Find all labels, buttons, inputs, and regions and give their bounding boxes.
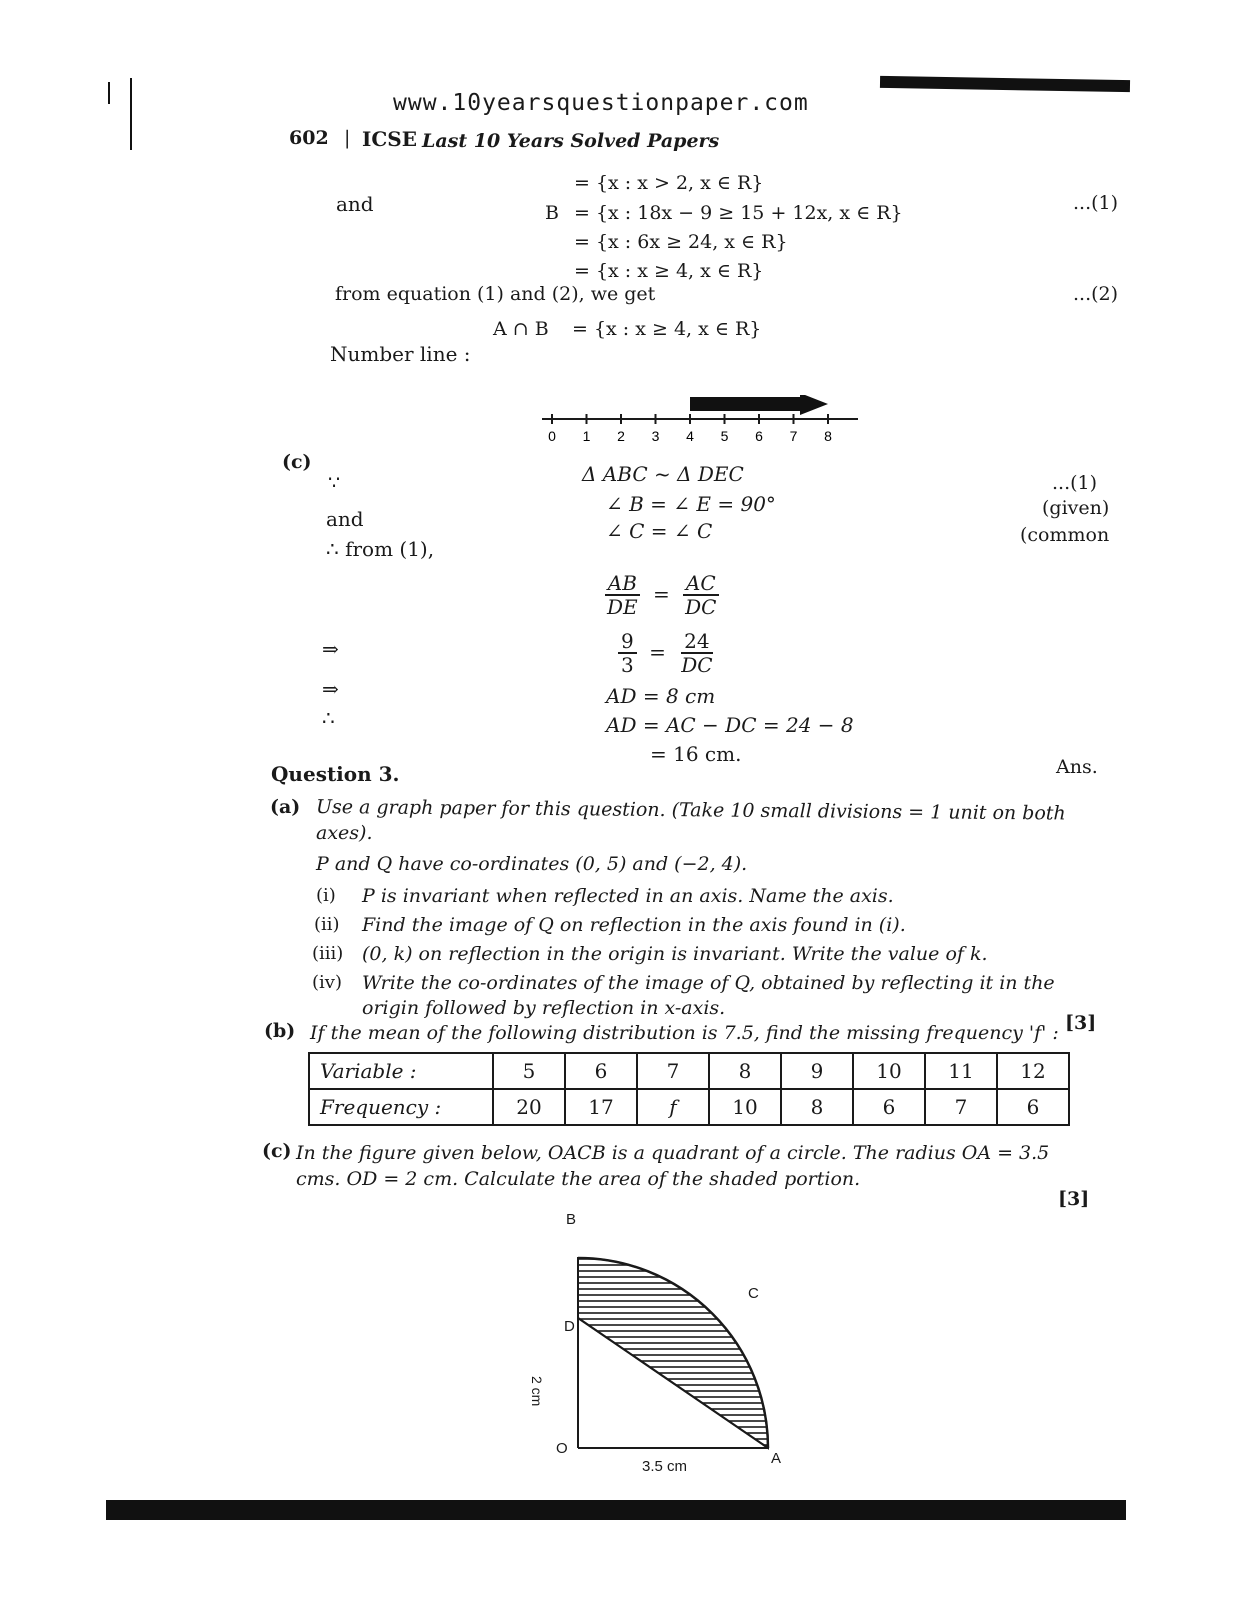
ratio-equation-1 — [604, 572, 719, 618]
table-head-variable: Variable : — [309, 1053, 493, 1089]
table-cell: 11 — [925, 1053, 997, 1089]
q3a-item-iv-num: (iv) — [312, 972, 342, 993]
book-prefix: ICSE — [362, 127, 417, 151]
figure-label-oa: 3.5 cm — [642, 1458, 688, 1475]
ad-line-3: = 16 cm. — [650, 742, 742, 766]
figure-label-c: C — [748, 1285, 759, 1302]
table-cell: 8 — [781, 1089, 853, 1125]
scan-edge-bottom — [106, 1500, 1126, 1520]
table-cell: 5 — [493, 1053, 565, 1089]
number-line-label: Number line : — [330, 342, 471, 366]
page-number: 602 — [289, 127, 329, 149]
ref-2: ...(2) — [1073, 283, 1119, 305]
frac1-equals: = — [653, 581, 670, 606]
figure-label-od: 2 cm — [529, 1376, 545, 1407]
table-head-frequency: Frequency : — [309, 1089, 493, 1125]
frac2-den-left: 3 — [621, 653, 634, 677]
and-label-c: and — [326, 507, 364, 531]
figure-label-o: O — [556, 1440, 568, 1457]
number-line-tick-label: 8 — [824, 428, 832, 444]
from-equation-text: from equation (1) and (2), we get — [335, 283, 656, 305]
table-cell: 17 — [565, 1089, 637, 1125]
ref-1: ...(1) — [1073, 192, 1119, 214]
q3a-item-i-num: (i) — [316, 885, 336, 906]
implies-1: ⇒ — [322, 637, 339, 661]
table-row-variable — [309, 1053, 1069, 1089]
q3a-item-ii-text: Find the image of Q on reflection in the axis found in (i). — [362, 914, 906, 936]
ref-1-c: ...(1) — [1052, 472, 1098, 494]
scan-edge-left-mark — [130, 78, 132, 150]
frac1-num-left: AB — [605, 572, 640, 596]
figure-label-a: A — [771, 1450, 782, 1467]
q3a-text-line2: axes). — [316, 822, 373, 844]
similar-triangles: Δ ABC ~ Δ DEC — [582, 462, 744, 486]
q3a-item-iv-line2: origin followed by reflection in x-axis. — [362, 997, 726, 1019]
frac1-den-right: DC — [685, 595, 717, 619]
table-cell-missing-f: f — [637, 1089, 709, 1125]
implies-2: ⇒ — [322, 677, 339, 701]
intersection-rhs: = {x : x ≥ 4, x ∈ R} — [572, 318, 762, 340]
and-label-b: and — [336, 192, 374, 216]
q3c-text-line1: In the figure given below, OACB is a quadrant of a circle. The radius OA = 3.5 — [296, 1142, 1050, 1164]
q3b-text: If the mean of the following distribution is 7.5, find the missing frequency 'f' : — [310, 1022, 1059, 1044]
q3a-marks: [3] — [1065, 1012, 1097, 1034]
because-symbol: ∵ — [328, 472, 341, 494]
ad-line-1: AD = 8 cm — [606, 684, 716, 708]
q3a-item-iii-text: (0, k) on reflection in the origin is invariant. Write the value of k. — [362, 943, 988, 965]
given-label: (given) — [1042, 497, 1110, 519]
frac1-num-right: AC — [683, 572, 719, 596]
table-cell: 7 — [925, 1089, 997, 1125]
table-cell: 10 — [853, 1053, 925, 1089]
distribution-table — [308, 1052, 1070, 1126]
q3c-marks: [3] — [1058, 1188, 1090, 1210]
figure-label-d: D — [564, 1318, 575, 1335]
table-cell: 20 — [493, 1089, 565, 1125]
number-line — [538, 395, 868, 455]
q3c-label: (c) — [262, 1140, 292, 1162]
common-label: (common — [1020, 524, 1110, 546]
set-b-line1: = {x : 18x − 9 ≥ 15 + 12x, x ∈ R} — [574, 202, 903, 224]
therefore-from: ∴ from (1), — [326, 537, 435, 561]
q3a-item-iv-text: Write the co-ordinates of the image of Q, obtained by reflecting it in the — [362, 972, 1055, 994]
figure-label-b: B — [566, 1211, 577, 1228]
frac1-den-left: DE — [607, 595, 638, 619]
solution-arrow-head — [800, 395, 828, 415]
q3b-label: (b) — [264, 1020, 296, 1042]
table-cell: 8 — [709, 1053, 781, 1089]
header-separator: | — [344, 127, 351, 149]
number-line-tick-label: 4 — [686, 428, 694, 444]
part-c-label: (c) — [282, 451, 312, 473]
question-3-title: Question 3. — [271, 762, 400, 786]
solution-arrow-body — [690, 397, 800, 411]
frac2-den-right: DC — [681, 653, 713, 677]
set-b-line2: = {x : 6x ≥ 24, x ∈ R} — [574, 231, 788, 253]
angle-b-line: ∠ B = ∠ E = 90° — [606, 492, 776, 516]
quadrant-figure — [548, 1208, 808, 1478]
therefore-symbol: ∴ — [322, 706, 335, 730]
table-cell: 7 — [637, 1053, 709, 1089]
shaded-region — [578, 1258, 768, 1448]
scan-edge-left-mark-2 — [108, 82, 110, 104]
number-line-tick-label: 3 — [651, 428, 660, 444]
q3a-item-iii-num: (iii) — [312, 943, 344, 964]
table-row-frequency — [309, 1089, 1069, 1125]
number-line-tick-label: 2 — [617, 428, 625, 444]
q3a-text-line1: Use a graph paper for this question. (Take 10 small divisions = 1 unit on both — [315, 796, 1066, 825]
table-cell: 6 — [565, 1053, 637, 1089]
number-line-tick-label: 5 — [720, 428, 729, 444]
q3c-text-line2: cms. OD = 2 cm. Calculate the area of the shaded portion. — [296, 1168, 861, 1190]
intersection-lhs: A ∩ B — [493, 318, 549, 340]
table-cell: 12 — [997, 1053, 1069, 1089]
number-line-tick-label: 0 — [548, 428, 556, 444]
set-b-line3: = {x : x ≥ 4, x ∈ R} — [574, 260, 764, 282]
number-line-tick-label: 6 — [755, 428, 763, 444]
website-url: www.10yearsquestionpaper.com — [393, 90, 809, 116]
angle-c-line: ∠ C = ∠ C — [606, 519, 713, 543]
q3a-coordinates: P and Q have co-ordinates (0, 5) and (−2, 4). — [316, 853, 748, 875]
scan-edge-top-right — [880, 76, 1130, 92]
table-cell: 9 — [781, 1053, 853, 1089]
book-title: Last 10 Years Solved Papers — [422, 130, 720, 152]
set-a-line: = {x : x > 2, x ∈ R} — [574, 172, 764, 194]
set-b-lhs: B — [545, 202, 559, 224]
frac2-num-left: 9 — [618, 630, 637, 654]
frac2-num-right: 24 — [681, 630, 712, 654]
q3a-item-ii-num: (ii) — [314, 914, 340, 935]
q3a-label: (a) — [270, 796, 301, 818]
number-line-tick-label: 1 — [582, 428, 591, 444]
table-cell: 6 — [853, 1089, 925, 1125]
frac2-equals: = — [649, 639, 666, 664]
table-cell: 6 — [997, 1089, 1069, 1125]
ad-line-2: AD = AC − DC = 24 − 8 — [606, 713, 854, 737]
table-cell: 10 — [709, 1089, 781, 1125]
ratio-equation-2 — [618, 630, 716, 676]
q3a-item-i-text: P is invariant when reflected in an axis. Name the axis. — [362, 885, 894, 907]
answer-label: Ans. — [1056, 756, 1098, 778]
number-line-tick-label: 7 — [789, 428, 798, 444]
